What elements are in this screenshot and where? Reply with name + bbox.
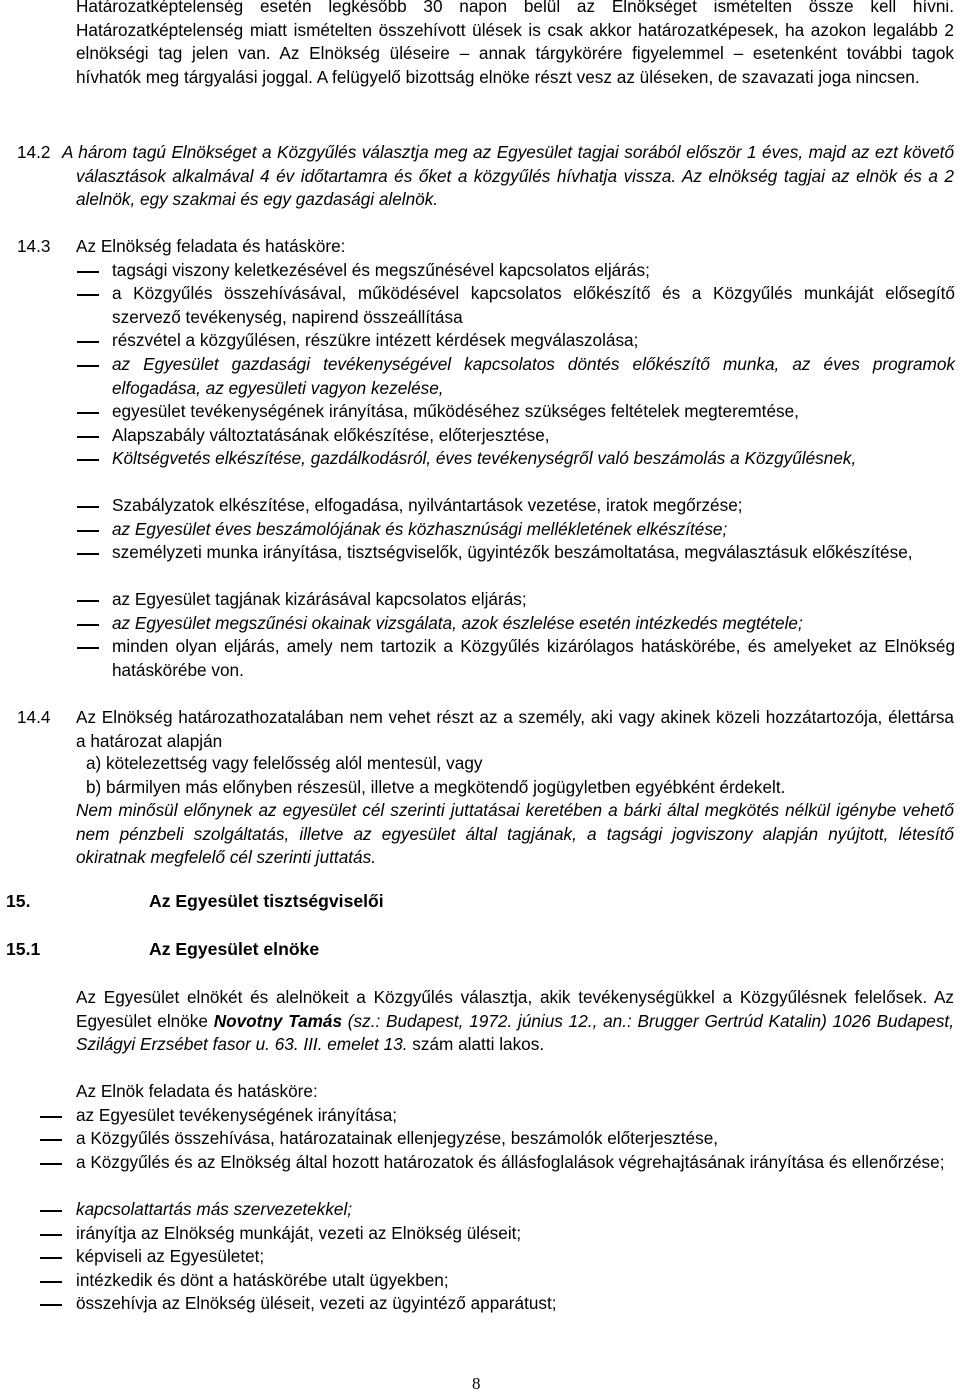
list-dash: [77, 600, 99, 602]
list-item: az Egyesület éves beszámolójának és közhasznúsági mellékletének elkészítése;: [112, 519, 728, 539]
list-item: a Közgyűlés és az Elnökség által hozott határozatok és állásfoglalások végrehajtásának irányítása és ellenőrzése;: [76, 1152, 945, 1172]
list-dash: [77, 624, 99, 626]
section-number-14-4: 14.4: [17, 707, 51, 727]
list-item: képviseli az Egyesületet;: [76, 1246, 265, 1266]
president-intro-text: Az Egyesület elnökét és alelnökeit a Közgyűlés választja, akik tevékenységükkel a Közgyűlésnek felelősek. Az Egyesület elnöke: [76, 987, 954, 1031]
president-duties-title: Az Elnök feladata és hatásköre:: [76, 1081, 318, 1101]
list-item: minden olyan eljárás, amely nem tartozik a Közgyűlés kizárólagos hatáskörébe, és amelyeket az Elnökség hatáskörébe von.: [112, 636, 955, 680]
list-dash: [77, 412, 99, 414]
list-dash: [40, 1210, 62, 1212]
list-item: személyzeti munka irányítása, tisztségviselők, ügyintézők beszámoltatása, megválasztásuk előkészítése,: [112, 542, 913, 562]
list-dash: [40, 1116, 62, 1118]
list-dash: [40, 1234, 62, 1236]
list-item: a Közgyűlés összehívása, határozatainak ellenjegyzése, beszámolók előterjesztése,: [76, 1128, 719, 1148]
list-item: Szabályzatok elkészítése, elfogadása, nyilvántartások vezetése, iratok megőrzése;: [112, 495, 743, 515]
list-dash: [40, 1139, 62, 1141]
section-14-2-text: A három tagú Elnökséget a Közgyűlés választja meg az Egyesület tagjai sorából először 1 éves, majd az ezt követő választások alkalmával 4 év időtartamra és őket a közgyűlés hívhatja vissza. Az elnökség tagjai az elnök és a 2 alelnök, egy szakmai és egy gazdasági alelnök.: [62, 142, 954, 210]
section-14-4-text: Az Elnökség határozathozatalában nem vehet részt az a személy, aki vagy akinek közeli hozzátartozója, élettársa a határozat alapján: [76, 707, 954, 751]
list-dash: [77, 647, 99, 649]
section-15-1-paragraph: [76, 986, 954, 1057]
list-dash: [77, 506, 99, 508]
list-item: intézkedik és dönt a hatáskörébe utalt ügyekben;: [76, 1270, 449, 1290]
list-dash: [40, 1163, 62, 1165]
section-14-3-title: Az Elnökség feladata és hatásköre:: [76, 236, 346, 256]
list-item: kapcsolattartás más szervezetekkel;: [76, 1199, 353, 1219]
list-item: egyesület tevékenységének irányítása, működéséhez szükséges feltételek megteremtése,: [112, 401, 799, 421]
list-dash: [40, 1257, 62, 1259]
list-dash: [40, 1304, 62, 1306]
list-dash: [77, 294, 99, 296]
list-item: tagsági viszony keletkezésével és megszűnésével kapcsolatos eljárás;: [112, 260, 650, 280]
president-name: Novotny Tamás: [213, 1010, 343, 1031]
section-number-14-2: 14.2: [17, 142, 51, 162]
section-14-4-item-a: a) kötelezettség vagy felelősség alól mentesül, vagy: [86, 753, 483, 773]
list-item: az Egyesület megszűnési okainak vizsgálata, azok észlelése esetén intézkedés megtétele;: [112, 613, 803, 633]
list-item: irányítja az Elnökség munkáját, vezeti az Elnökség üléseit;: [76, 1223, 522, 1243]
list-dash: [77, 365, 99, 367]
list-dash: [77, 553, 99, 555]
section-number-15-1: 15.1: [6, 939, 41, 959]
list-item: az Egyesület tevékenységének irányítása;: [76, 1105, 398, 1125]
list-dash: [77, 459, 99, 461]
list-item: az Egyesület tagjának kizárásával kapcsolatos eljárás;: [112, 589, 527, 609]
president-address-suffix: szám alatti lakos.: [407, 1034, 545, 1055]
section-14-4-item-b: b) bármilyen más előnyben részesül, illetve a megkötendő jogügyletben egyébként érdekelt.: [86, 777, 786, 797]
section-number-14-3: 14.3: [17, 236, 51, 256]
list-item: Alapszabály változtatásának előkészítése, előterjesztése,: [112, 425, 550, 445]
list-item: összehívja az Elnökség üléseit, vezeti az ügyintéző apparátust;: [76, 1293, 557, 1313]
list-item: a Közgyűlés összehívásával, működésével kapcsolatos előkészítő és a Közgyűlés munkáját elősegítő szervező tevékenység, napirend összeállítása: [112, 283, 955, 327]
list-dash: [40, 1281, 62, 1283]
section-15-title: Az Egyesület tisztségviselői: [149, 891, 384, 911]
list-dash: [77, 530, 99, 532]
intro-paragraph: Határozatképtelenség esetén legkésőbb 30 napon belül az Elnökséget ismételten össze kell hívni. Határozatképtelenség miatt ismételten összehívott ülések is csak akkor határozatképesek, ha azokon legalább 2 elnökségi tag jelen van. Az Elnökség üléseire – annak tárgykörére figyelemmel – esetenként további tagok hívhatók meg tárgyalási joggal. A felügyelő bizottság elnöke részt vesz az üléseken, de szavazati joga nincsen.: [76, 0, 954, 87]
list-item: az Egyesület gazdasági tevékenységével kapcsolatos döntés előkészítő munka, az éves programok elfogadása, az egyesületi vagyon kezelése,: [112, 354, 955, 398]
list-dash: [77, 341, 99, 343]
section-15-1-title: Az Egyesület elnöke: [149, 939, 320, 959]
president-details: (sz.: Budapest, 1972. június 12., an.: Brugger Gertrúd Katalin) 1026 Budapest, Szilágyi Erzsébet fasor u. 63. III. emelet 13.: [76, 1010, 954, 1055]
list-dash: [77, 271, 99, 273]
list-item: Költségvetés elkészítése, gazdálkodásról, éves tevékenységről való beszámolás a Közgyűlésnek,: [112, 448, 857, 468]
list-item: részvétel a közgyűlésen, részükre intézett kérdések megválaszolása;: [112, 330, 639, 350]
section-number-15: 15.: [6, 891, 31, 911]
list-dash: [77, 436, 99, 438]
page-number: 8: [472, 1374, 481, 1393]
section-14-4-note: Nem minősül előnynek az egyesület cél szerinti juttatásai keretében a bárki által megkötés nélkül igénybe vehető nem pénzbeli szolgáltatás, illetve az egyesület által tagjának, a tagsági jogviszony alapján nyújtott, létesítő okiratnak megfelelő cél szerinti juttatás.: [76, 800, 954, 868]
